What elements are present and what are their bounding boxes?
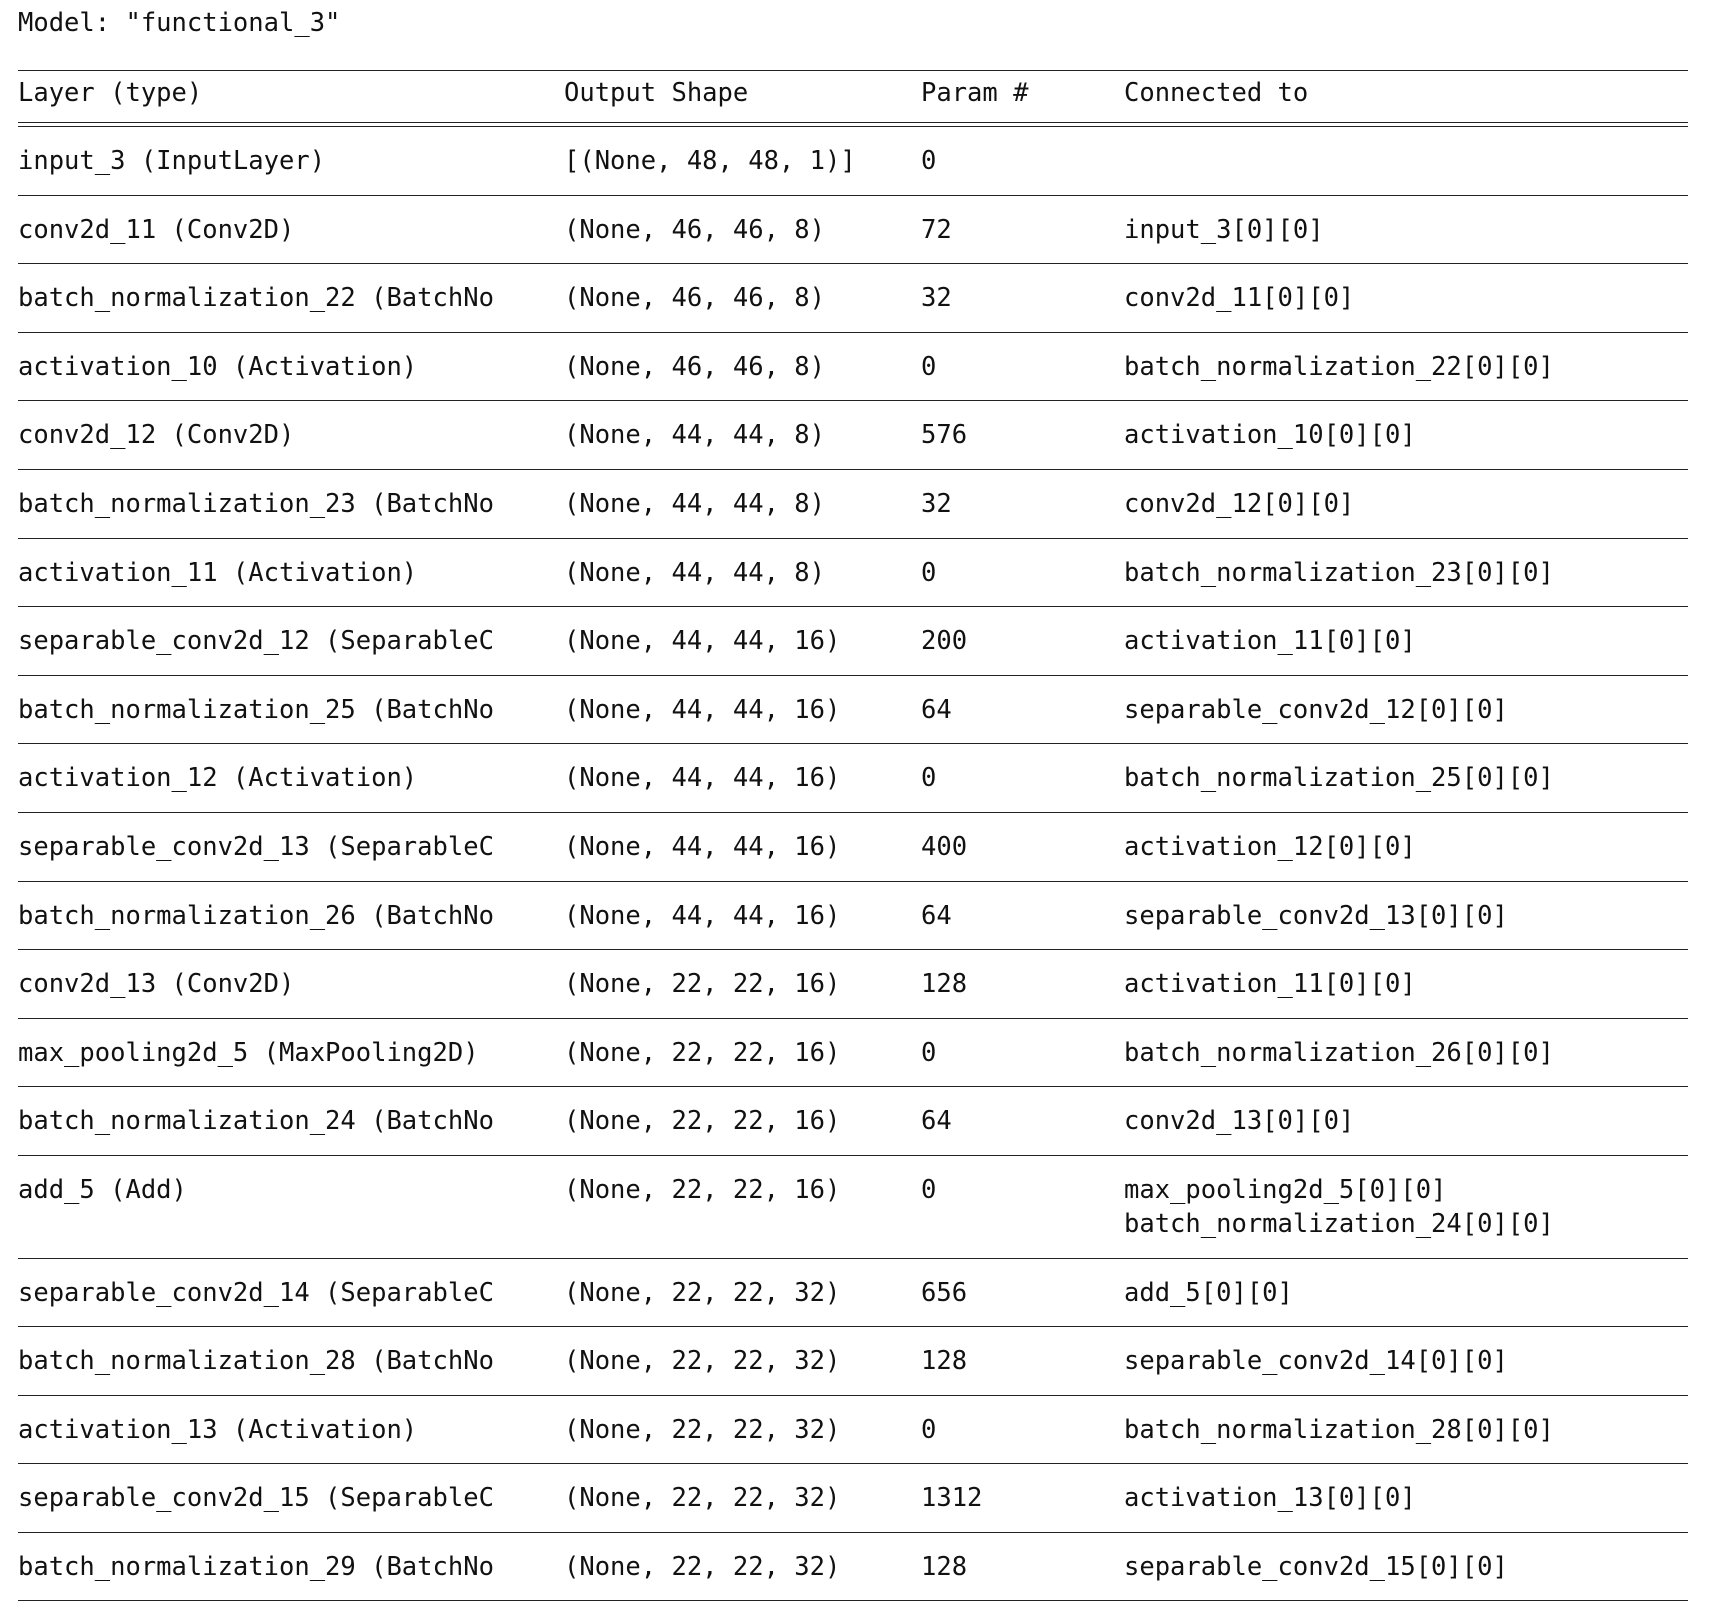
table-row <box>18 1259 1688 1328</box>
table-row <box>18 1087 1688 1156</box>
model-title: Model: "functional_3" <box>18 8 341 38</box>
connected-to-entry: conv2d_12[0][0] <box>1124 488 1355 519</box>
param-count-cell: 64 <box>921 900 952 931</box>
connected-to-entry: conv2d_13[0][0] <box>1124 1106 1355 1137</box>
layer-name-cell: batch_normalization_28 (BatchNo <box>18 1346 494 1377</box>
output-shape-cell: (None, 22, 22, 32) <box>564 1551 841 1582</box>
layer-name-cell: activation_12 (Activation) <box>18 763 418 794</box>
connected-to-entry: batch_normalization_23[0][0] <box>1124 557 1554 588</box>
connected-to-cell <box>1124 350 1684 384</box>
connected-to-cell <box>1124 1413 1684 1447</box>
output-shape-cell: [(None, 48, 48, 1)] <box>564 146 856 176</box>
header-output-shape: Output Shape <box>564 78 749 108</box>
table-row <box>18 1327 1688 1396</box>
connected-to-entry: batch_normalization_22[0][0] <box>1124 351 1554 382</box>
connected-to-entry: separable_conv2d_13[0][0] <box>1124 900 1508 931</box>
connected-to-cell <box>1124 556 1684 590</box>
layer-name-cell: conv2d_12 (Conv2D) <box>18 420 295 451</box>
output-shape-cell: (None, 44, 44, 16) <box>564 763 841 794</box>
connected-to-entry: batch_normalization_28[0][0] <box>1124 1414 1554 1445</box>
layer-name-cell: batch_normalization_29 (BatchNo <box>18 1551 494 1582</box>
connected-to-entry: activation_11[0][0] <box>1124 969 1416 1000</box>
layer-name-cell: activation_10 (Activation) <box>18 351 418 382</box>
table-row <box>18 744 1688 813</box>
layer-table-body <box>18 127 1688 1601</box>
param-count-cell: 0 <box>921 146 937 176</box>
connected-to-cell <box>1124 1344 1684 1378</box>
layer-name-cell: batch_normalization_22 (BatchNo <box>18 283 494 314</box>
param-count-cell: 0 <box>921 351 937 382</box>
layer-name-cell: max_pooling2d_5 (MaxPooling2D) <box>18 1037 479 1068</box>
param-count-cell: 656 <box>921 1277 968 1308</box>
connected-to-cell <box>1124 213 1684 247</box>
connected-to-cell <box>1124 487 1684 521</box>
param-count-cell: 64 <box>921 1106 952 1137</box>
param-count-cell: 64 <box>921 694 952 725</box>
param-count-cell: 32 <box>921 488 952 519</box>
table-row <box>18 127 1688 196</box>
output-shape-cell: (None, 44, 44, 16) <box>564 626 841 657</box>
output-shape-cell: (None, 22, 22, 32) <box>564 1483 841 1514</box>
output-shape-cell: (None, 44, 44, 16) <box>564 694 841 725</box>
output-shape-cell: (None, 22, 22, 32) <box>564 1277 841 1308</box>
layer-name-cell: batch_normalization_26 (BatchNo <box>18 900 494 931</box>
header-connected-to: Connected to <box>1124 78 1309 108</box>
connected-to-entry: activation_11[0][0] <box>1124 626 1416 657</box>
param-count-cell: 0 <box>921 1414 937 1445</box>
layer-name-cell: separable_conv2d_13 (SeparableC <box>18 831 494 862</box>
connected-to-cell <box>1124 418 1684 452</box>
connected-to-entry: activation_12[0][0] <box>1124 831 1416 862</box>
table-row <box>18 882 1688 951</box>
param-count-cell: 128 <box>921 1551 968 1582</box>
connected-to-cell <box>1124 1036 1684 1070</box>
layer-name-cell: separable_conv2d_12 (SeparableC <box>18 626 494 657</box>
layer-name-cell: batch_normalization_24 (BatchNo <box>18 1106 494 1137</box>
connected-to-entry: separable_conv2d_14[0][0] <box>1124 1346 1508 1377</box>
connected-to-cell <box>1124 693 1684 727</box>
param-count-cell: 0 <box>921 1174 937 1205</box>
output-shape-cell: (None, 44, 44, 8) <box>564 420 825 451</box>
layer-name-cell: conv2d_13 (Conv2D) <box>18 969 295 1000</box>
header-param-count: Param # <box>921 78 1029 108</box>
output-shape-cell: (None, 22, 22, 16) <box>564 1174 841 1205</box>
layer-name-cell: add_5 (Add) <box>18 1174 187 1205</box>
table-row <box>18 539 1688 608</box>
connected-to-cell <box>1124 1276 1684 1310</box>
param-count-cell: 32 <box>921 283 952 314</box>
connected-to-cell <box>1124 1104 1684 1138</box>
output-shape-cell: (None, 44, 44, 8) <box>564 488 825 519</box>
layer-name-cell: conv2d_11 (Conv2D) <box>18 214 295 245</box>
connected-to-entry: activation_10[0][0] <box>1124 420 1416 451</box>
connected-to-cell <box>1124 830 1684 864</box>
output-shape-cell: (None, 22, 22, 16) <box>564 1106 841 1137</box>
table-row <box>18 333 1688 402</box>
connected-to-entry: max_pooling2d_5[0][0] <box>1124 1174 1447 1205</box>
output-shape-cell: (None, 44, 44, 16) <box>564 900 841 931</box>
table-row <box>18 813 1688 882</box>
table-row <box>18 470 1688 539</box>
header-layer-type: Layer (type) <box>18 78 203 108</box>
param-count-cell: 0 <box>921 1037 937 1068</box>
output-shape-cell: (None, 46, 46, 8) <box>564 351 825 382</box>
output-shape-cell: (None, 22, 22, 16) <box>564 1037 841 1068</box>
param-count-cell: 128 <box>921 969 968 1000</box>
param-count-cell: 1312 <box>921 1483 983 1514</box>
param-count-cell: 72 <box>921 214 952 245</box>
connected-to-cell <box>1124 899 1684 933</box>
param-count-cell: 0 <box>921 763 937 794</box>
layer-name-cell: batch_normalization_23 (BatchNo <box>18 488 494 519</box>
connected-to-entry: batch_normalization_26[0][0] <box>1124 1037 1554 1068</box>
connected-to-cell <box>1124 1481 1684 1515</box>
output-shape-cell: (None, 46, 46, 8) <box>564 214 825 245</box>
connected-to-cell <box>1124 1550 1684 1584</box>
table-row <box>18 950 1688 1019</box>
output-shape-cell: (None, 22, 22, 32) <box>564 1346 841 1377</box>
table-row <box>18 1156 1688 1259</box>
param-count-cell: 576 <box>921 420 968 451</box>
connected-to-entry: batch_normalization_24[0][0] <box>1124 1208 1554 1239</box>
table-row <box>18 401 1688 470</box>
connected-to-entry: batch_normalization_25[0][0] <box>1124 763 1554 794</box>
table-row <box>18 1533 1688 1602</box>
param-count-cell: 0 <box>921 557 937 588</box>
table-row <box>18 607 1688 676</box>
table-row <box>18 264 1688 333</box>
layer-name-cell: separable_conv2d_15 (SeparableC <box>18 1483 494 1514</box>
connected-to-cell <box>1124 624 1684 658</box>
layer-name-cell: activation_11 (Activation) <box>18 557 418 588</box>
layer-name-cell: batch_normalization_25 (BatchNo <box>18 694 494 725</box>
layer-name-cell: input_3 (InputLayer) <box>18 146 326 176</box>
layer-name-cell: separable_conv2d_14 (SeparableC <box>18 1277 494 1308</box>
connected-to-entry: conv2d_11[0][0] <box>1124 283 1355 314</box>
layer-name-cell: activation_13 (Activation) <box>18 1414 418 1445</box>
param-count-cell: 128 <box>921 1346 968 1377</box>
output-shape-cell: (None, 46, 46, 8) <box>564 283 825 314</box>
connected-to-cell <box>1124 761 1684 795</box>
table-row <box>18 1396 1688 1465</box>
output-shape-cell: (None, 22, 22, 16) <box>564 969 841 1000</box>
param-count-cell: 400 <box>921 831 968 862</box>
connected-to-entry: separable_conv2d_15[0][0] <box>1124 1551 1508 1582</box>
table-row <box>18 1019 1688 1088</box>
output-shape-cell: (None, 44, 44, 16) <box>564 831 841 862</box>
connected-to-entry: separable_conv2d_12[0][0] <box>1124 694 1508 725</box>
table-row <box>18 196 1688 265</box>
output-shape-cell: (None, 22, 22, 32) <box>564 1414 841 1445</box>
top-rule <box>18 70 1688 71</box>
param-count-cell: 200 <box>921 626 968 657</box>
table-row <box>18 676 1688 745</box>
connected-to-entry: add_5[0][0] <box>1124 1277 1293 1308</box>
connected-to-entry: input_3[0][0] <box>1124 214 1324 245</box>
table-row <box>18 1464 1688 1533</box>
connected-to-entry: activation_13[0][0] <box>1124 1483 1416 1514</box>
connected-to-cell <box>1124 1173 1684 1241</box>
table-header <box>18 78 1688 108</box>
output-shape-cell: (None, 44, 44, 8) <box>564 557 825 588</box>
connected-to-cell <box>1124 967 1684 1001</box>
connected-to-cell <box>1124 281 1684 315</box>
